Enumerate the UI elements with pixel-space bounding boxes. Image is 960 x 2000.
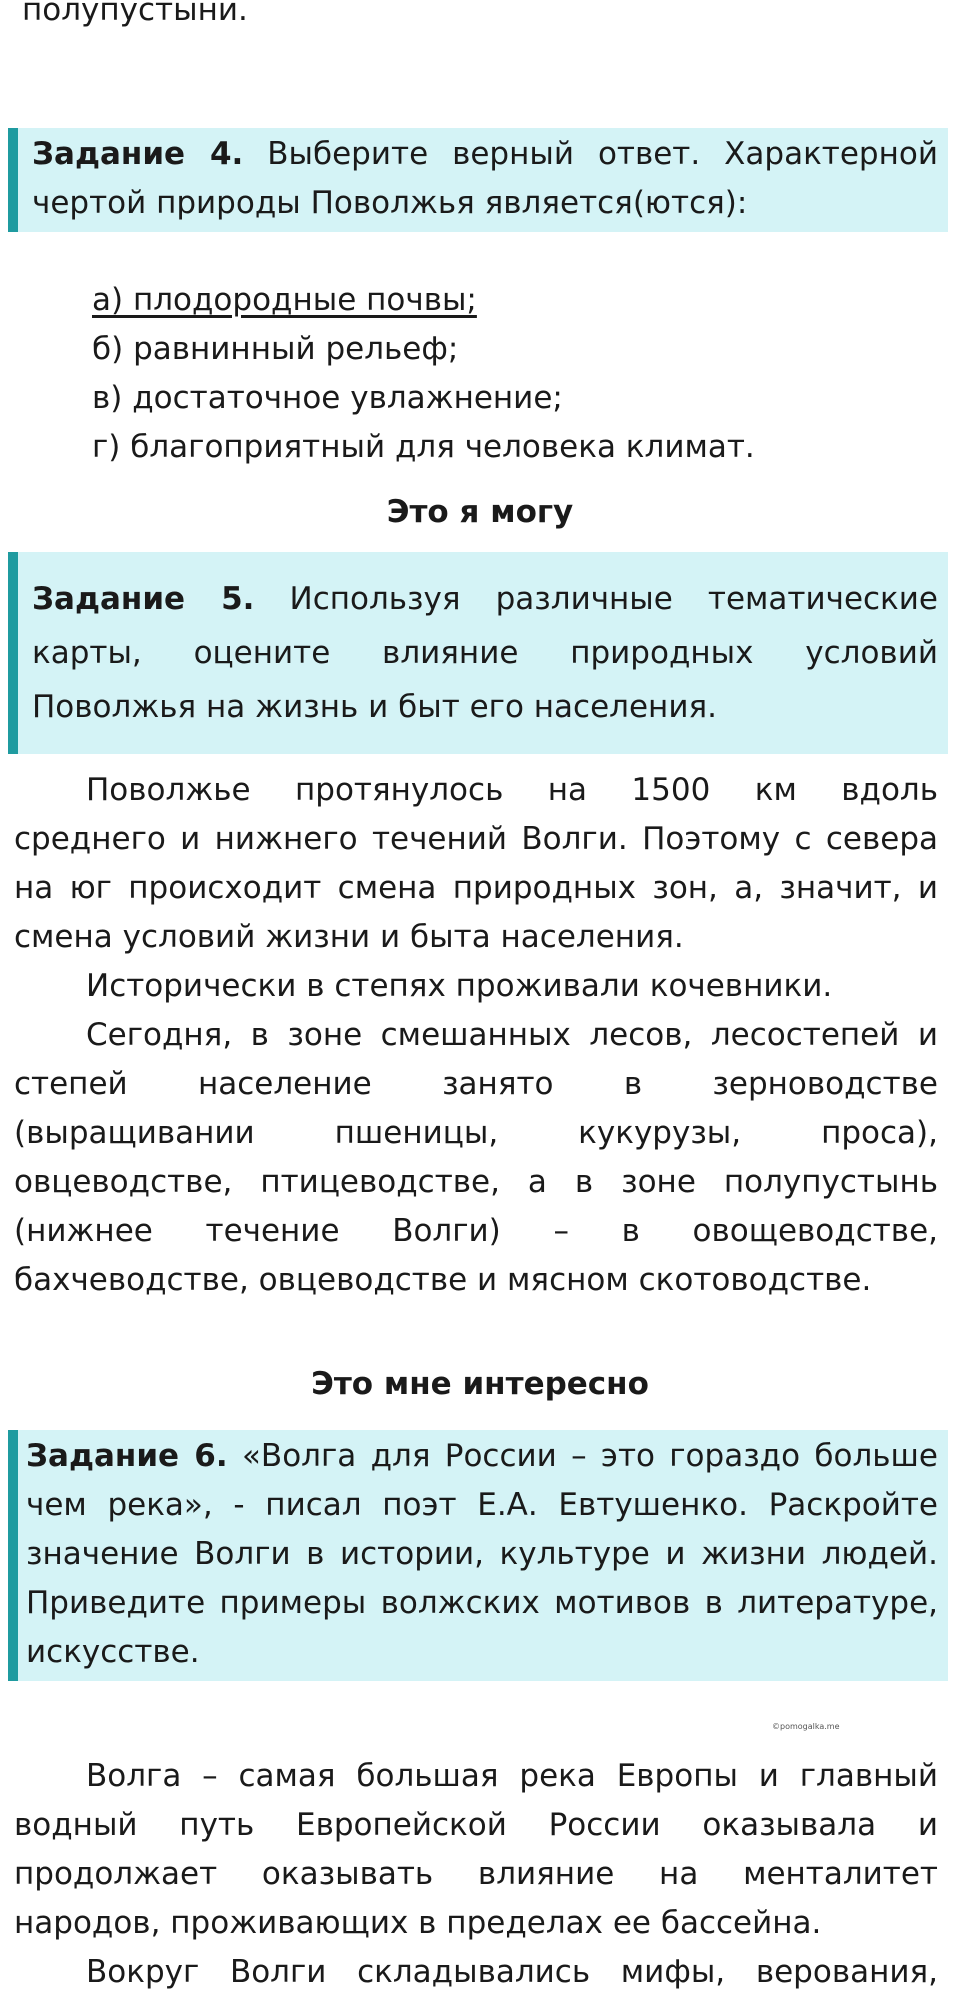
watermark: ©pomogalka.me bbox=[772, 1722, 840, 1731]
task-6-line-1 bbox=[26, 1432, 938, 1481]
option-c[interactable]: в) достаточное увлажнение; bbox=[92, 380, 563, 416]
answer-5-line: Сегодня, в зоне смешанных лесов, лесостепей и bbox=[86, 1017, 938, 1053]
answer-5-line: смена условий жизни и быта населения. bbox=[14, 919, 684, 955]
task-4-text-1: Выберите верный ответ. Характерной bbox=[267, 136, 938, 172]
answer-5-line: степей население занято в зерноводстве bbox=[14, 1066, 938, 1102]
top-fragment: полупустыни. bbox=[22, 0, 248, 28]
task-6-label: Задание 6. bbox=[26, 1438, 228, 1474]
answer-6-line: водный путь Европейской России оказывала и bbox=[14, 1807, 938, 1843]
answer-5-line: (выращивании пшеницы, кукурузы, проса), bbox=[14, 1115, 938, 1151]
task-5-box bbox=[8, 552, 948, 754]
task-5-line-2: карты, оцените влияние природных условий bbox=[32, 635, 938, 671]
answer-6-line: Волга – самая большая река Европы и главный bbox=[86, 1758, 938, 1794]
task-4-line-1 bbox=[32, 130, 938, 179]
task-4-options bbox=[92, 276, 755, 472]
answer-5 bbox=[14, 766, 938, 1305]
task-4-box bbox=[8, 128, 948, 232]
answer-5-line: на юг происходит смена природных зон, а, значит, и bbox=[14, 870, 938, 906]
option-b[interactable]: б) равнинный рельеф; bbox=[92, 331, 459, 367]
option-a[interactable]: а) плодородные почвы; bbox=[92, 282, 477, 318]
answer-5-line: (нижнее течение Волги) – в овощеводстве, bbox=[14, 1213, 938, 1249]
answer-5-line: Поволжье протянулось на 1500 км вдоль bbox=[86, 772, 938, 808]
answer-5-line: бахчеводстве, овцеводстве и мясном скотоводстве. bbox=[14, 1262, 872, 1298]
task-6-box bbox=[8, 1430, 948, 1681]
task-4-line-2: чертой природы Поволжья является(ются): bbox=[32, 185, 748, 221]
answer-6-line: Вокруг Волги складывались мифы, верования, bbox=[86, 1954, 938, 1990]
task-6-line-2: чем река», - писал поэт Е.А. Евтушенко. Раскройте bbox=[26, 1487, 938, 1523]
task-6-text-1: «Волга для России – это гораздо больше bbox=[241, 1438, 938, 1474]
task-5-text-1: Используя различные тематические bbox=[289, 581, 939, 617]
option-d[interactable]: г) благоприятный для человека климат. bbox=[92, 429, 755, 465]
task-5-label: Задание 5. bbox=[32, 581, 255, 617]
task-6-line-4: Приведите примеры волжских мотивов в литературе, bbox=[26, 1585, 938, 1621]
answer-5-line: овцеводстве, птицеводстве, а в зоне полупустынь bbox=[14, 1164, 938, 1200]
task-6-line-5: искусстве. bbox=[26, 1634, 200, 1670]
answer-5-line: Исторически в степях проживали кочевники. bbox=[86, 968, 833, 1004]
task-4-label: Задание 4. bbox=[32, 136, 244, 172]
section-heading-1: Это я могу bbox=[386, 494, 574, 530]
task-5-line-3: Поволжья на жизнь и быт его населения. bbox=[32, 689, 717, 725]
answer-5-line: среднего и нижнего течений Волги. Поэтому с севера bbox=[14, 821, 938, 857]
section-heading-2: Это мне интересно bbox=[311, 1366, 649, 1402]
task-5-line-1 bbox=[32, 572, 938, 626]
answer-6-line: народов, проживающих в пределах ее бассейна. bbox=[14, 1905, 822, 1941]
answer-6-line: продолжает оказывать влияние на менталитет bbox=[14, 1856, 938, 1892]
answer-6 bbox=[14, 1752, 938, 1997]
task-6-line-3: значение Волги в истории, культуре и жизни людей. bbox=[26, 1536, 938, 1572]
